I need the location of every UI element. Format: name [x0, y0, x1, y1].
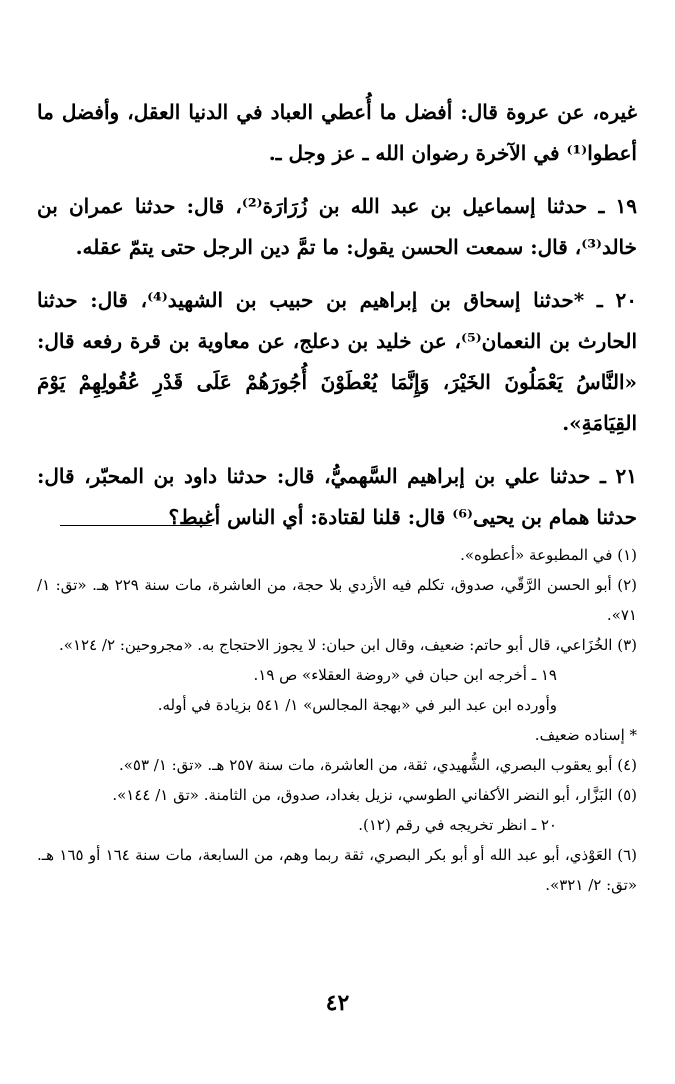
footnote-1: (١) في المطبوعة «أعطوه».	[460, 546, 637, 564]
footnote-5: (٥) البَزَّار، أبو النضر الأكفاني الطوسي، نزيل بغداد، صدوق، من الثامنة. «تق ١/ ١٤٤».	[112, 786, 637, 804]
footnote-2: (٢) أبو الحسن الرَّقّي، صدوق، تكلم فيه الأزدي بلا حجة، من العاشرة، مات سنة ٢٢٩ هـ. «تق: ١/ ٧١».	[37, 576, 637, 624]
page-number: ٤٢	[325, 990, 350, 1016]
paragraph-21: ٢١ ـ حدثنا علي بن إبراهيم السَّهميُّ، قال: حدثنا داود بن المحبّر، قال: حدثنا همام بن يحيى⁽⁶⁾ قال: قلنا لقتادة: أي الناس أغبط؟	[37, 464, 637, 529]
takhrij-20: ٢٠ ـ انظر تخريجه في رقم (١٢).	[358, 816, 557, 834]
paragraph-continuation: غيره، عن عروة قال: أفضل ما أُعطي العباد في الدنيا العقل، وأفضل ما أعطوا⁽¹⁾ في الآخرة رضوان الله ـ عز وجل ـ.	[37, 100, 637, 165]
paragraph-20: ٢٠ ـ *حدثنا إسحاق بن إبراهيم بن حبيب بن الشهيد⁽⁴⁾، قال: حدثنا الحارث بن النعمان⁽⁵⁾، عن خليد بن دعلج، عن معاوية بن قرة رفعه قال: «النَّاسُ يَعْمَلُونَ الخَيْرَ، وَإِنَّمَا يُعْطَوْنَ أُجُورَهُمْ عَلَى قَدْرِ عُقُولِهِمْ يَوْمَ القِيَامَةِ».	[37, 288, 637, 435]
isnad-note: * إسناده ضعيف.	[534, 726, 637, 744]
footnote-6: (٦) العَوْذي، أبو عبد الله أو أبو بكر البصري، ثقة ربما وهم، من السابعة، مات سنة ١٦٤ أو ١٦٥ هـ. «تق: ٢/ ٣٢١».	[37, 846, 638, 894]
footnote-4: (٤) أبو يعقوب البصري، الشُّهيدي، ثقة، من العاشرة، مات سنة ٢٥٧ هـ. «تق: ١/ ٥٣».	[118, 756, 637, 774]
paragraph-19: ١٩ ـ حدثنا إسماعيل بن عبد الله بن زُرَارَة⁽²⁾، قال: حدثنا عمران بن خالد⁽³⁾، قال: سمعت الحسن يقول: ما تمَّ دين الرجل حتى يتمّ عقله.	[37, 194, 637, 259]
takhrij-19b: وأورده ابن عبد البر في «بهجة المجالس» ١/ ٥٤١ بزيادة في أوله.	[157, 696, 557, 714]
footnote-separator	[60, 525, 212, 526]
main-text	[37, 92, 637, 550]
takhrij-19a: ١٩ ـ أخرجه ابن حبان في «روضة العقلاء» ص ١٩.	[253, 666, 557, 684]
footnote-3: (٣) الخُزَاعي، قال أبو حاتم: ضعيف، وقال ابن حبان: لا يجوز الاحتجاج به. «مجروحين: ٢/ ١٢٤».	[59, 636, 637, 654]
footnotes	[37, 540, 637, 900]
